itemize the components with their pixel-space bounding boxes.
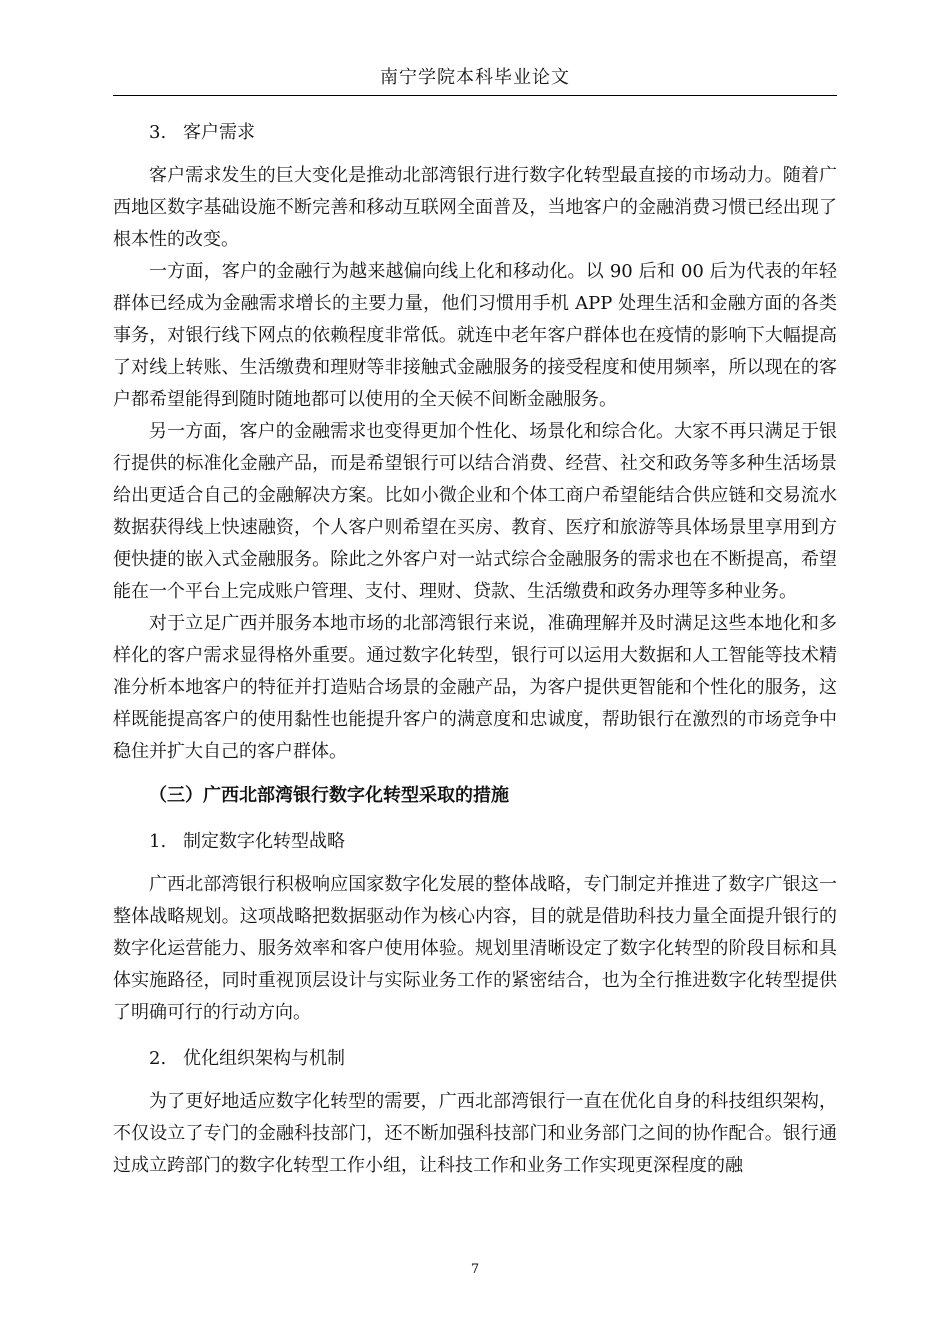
paragraph: 对于立足广西并服务本地市场的北部湾银行来说，准确理解并及时满足这些本地化和多样化的客户需求显得格外重要。通过数字化转型，银行可以运用大数据和人工智能等技术精准分析本地客户的特征并打造贴合场景的金融产品，为客户提供更智能和个性化的服务，这样既能提高客户的使用黏性也能提升客户的满意度和忠诚度，帮助银行在激烈的市场竞争中稳住并扩大自己的客户群体。 (113, 613, 837, 762)
subsection-number: 3. (149, 122, 167, 143)
page-number: 7 (470, 1262, 480, 1277)
section-heading-measures: （三）广西北部湾银行数字化转型采取的措施 (149, 785, 509, 806)
subsection-heading-customer-demand (113, 117, 837, 149)
paragraph: 另一方面，客户的金融需求也变得更加个性化、场景化和综合化。大家不再只满足于银行提供的标准化金融产品，而是希望银行可以结合消费、经营、社交和政务等多种生活场景给出更适合自己的金融解决方案。比如小微企业和个体工商户希望能结合供应链和交易流水数据获得线上快速融资，个人客户则希望在买房、教育、医疗和旅游等具体场景里享用到方便快捷的嵌入式金融服务。除此之外客户对一站式综合金融服务的需求也在不断提高，希望能在一个平台上完成账户管理、支付、理财、贷款、生活缴费和政务办理等多种业务。 (113, 421, 837, 602)
subsection-heading-strategy (113, 826, 837, 858)
subsection-number: 2. (149, 1048, 167, 1069)
subsection-title: 制定数字化转型战略 (183, 831, 345, 852)
subsection-title: 优化组织架构与机制 (183, 1048, 345, 1069)
paragraph: 为了更好地适应数字化转型的需要，广西北部湾银行一直在优化自身的科技组织架构，不仅设立了专门的金融科技部门，还不断加强科技部门和业务部门之间的协作配合。银行通过成立跨部门的数字化转型工作小组，让科技工作和业务工作实现更深程度的融 (113, 1091, 837, 1176)
subsection-number: 1. (149, 831, 167, 852)
header-divider (113, 95, 837, 96)
paragraph: 广西北部湾银行积极响应国家数字化发展的整体战略，专门制定并推进了数字广银这一整体战略规划。这项战略把数据驱动作为核心内容，目的就是借助科技力量全面提升银行的数字化运营能力、服务效率和客户使用体验。规划里清晰设定了数字化转型的阶段目标和具体实施路径，同时重视顶层设计与实际业务工作的紧密结合，也为全行推进数字化转型提供了明确可行的行动方向。 (113, 874, 837, 1023)
paragraph: 一方面，客户的金融行为越来越偏向线上化和移动化。以 90 后和 00 后为代表的年轻群体已经成为金融需求增长的主要力量，他们习惯用手机 APP 处理生活和金融方面的各类事务，对银行线下网点的依赖程度非常低。就连中老年客户群体也在疫情的影响下大幅提高了对线上转账、生活缴费和理财等非接触式金融服务的接受程度和使用频率，所以现在的客户都希望能得到随时随地都可以使用的全天候不间断金融服务。 (113, 261, 837, 410)
body-text (113, 117, 837, 1182)
subsection-title: 客户需求 (183, 122, 255, 143)
paragraph: 客户需求发生的巨大变化是推动北部湾银行进行数字化转型最直接的市场动力。随着广西地区数字基础设施不断完善和移动互联网全面普及，当地客户的金融消费习惯已经出现了根本性的改变。 (113, 165, 837, 250)
running-header: 南宁学院本科毕业论文 (380, 67, 570, 88)
subsection-heading-organization (113, 1043, 837, 1075)
